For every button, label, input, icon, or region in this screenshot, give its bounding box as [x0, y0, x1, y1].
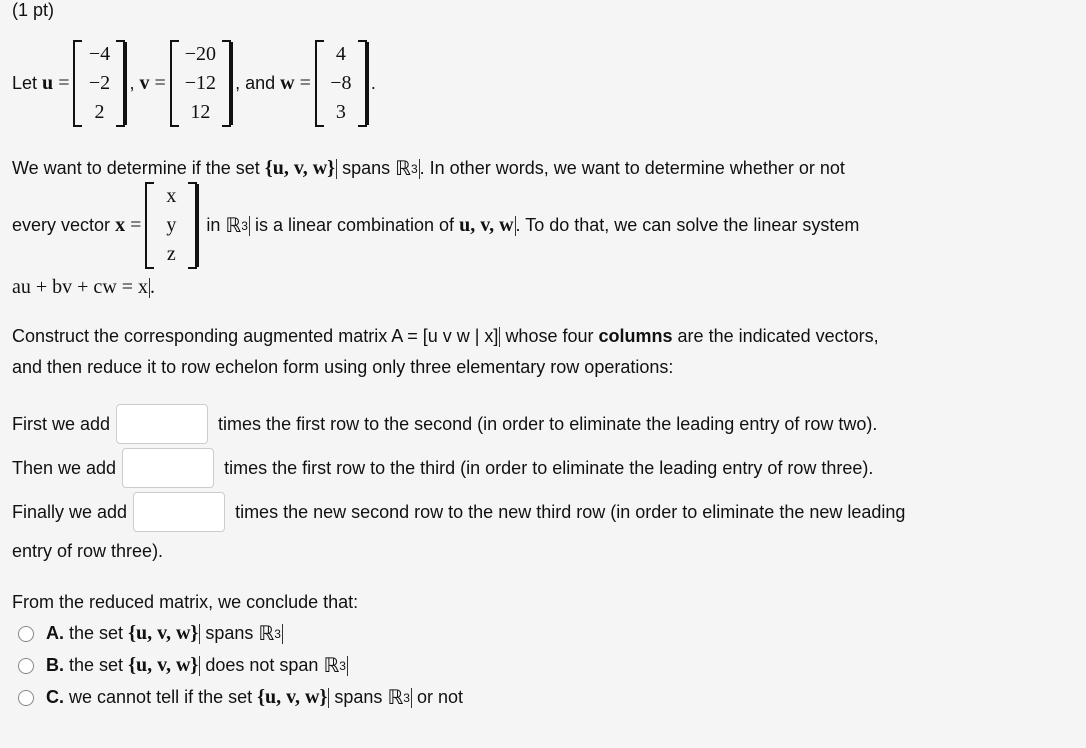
- w-label: w: [280, 72, 295, 94]
- option-c-radio[interactable]: [18, 690, 34, 706]
- vector-definitions: Let u = −4 −2 2 , v = −20 −12 12 , and w = 4 −8 3 .: [12, 40, 376, 127]
- conclusion-prompt: From the reduced matrix, we conclude that:: [12, 592, 359, 612]
- option-c[interactable]: C. we cannot tell if the set {u, v, w} spans ℝ 3 or not: [12, 685, 463, 710]
- step-3: Finally we add times the new second row to the new third row (in order to eliminate the new leading: [12, 492, 905, 532]
- step-1-multiplier-input[interactable]: [116, 404, 208, 444]
- step-3-multiplier-input[interactable]: [133, 492, 225, 532]
- paragraph-vector-x: every vector x = x y z in ℝ 3 is a linear combination of u, v, w . To do that, we can solve the linear system: [12, 182, 859, 269]
- u-vector: −4 −2 2: [73, 40, 125, 127]
- u-label: u: [42, 72, 54, 94]
- construct-text-2: and then reduce it to row echelon form using only three elementary row operations:: [12, 357, 674, 377]
- step-1: First we add times the first row to the second (in order to eliminate the leading entry of row two).: [12, 404, 877, 444]
- option-a[interactable]: A. the set {u, v, w} spans ℝ 3: [12, 621, 283, 646]
- v-label: v: [139, 72, 150, 94]
- option-b[interactable]: B. the set {u, v, w} does not span ℝ 3: [12, 653, 348, 678]
- step-2: Then we add times the first row to the third (in order to eliminate the leading entry of row three).: [12, 448, 873, 488]
- construct-text: Construct the corresponding augmented matrix A = [u v w | x] whose four columns are the indicated vectors,: [12, 326, 879, 346]
- equation: au + bv + cw = x .: [12, 276, 156, 298]
- w-vector: 4 −8 3: [315, 40, 367, 127]
- eq: =: [58, 72, 70, 94]
- v-vector: −20 −12 12: [170, 40, 231, 127]
- x-vector: x y z: [145, 182, 197, 269]
- points: (1 pt): [12, 0, 55, 20]
- step-3-continued: entry of row three).: [12, 541, 164, 561]
- let-text: Let: [12, 73, 38, 93]
- step-2-multiplier-input[interactable]: [122, 448, 214, 488]
- option-a-radio[interactable]: [18, 626, 34, 642]
- option-b-radio[interactable]: [18, 658, 34, 674]
- paragraph-spans: We want to determine if the set {u, v, w} spans ℝ 3 . In other words, we want to determine whether or not: [12, 157, 845, 180]
